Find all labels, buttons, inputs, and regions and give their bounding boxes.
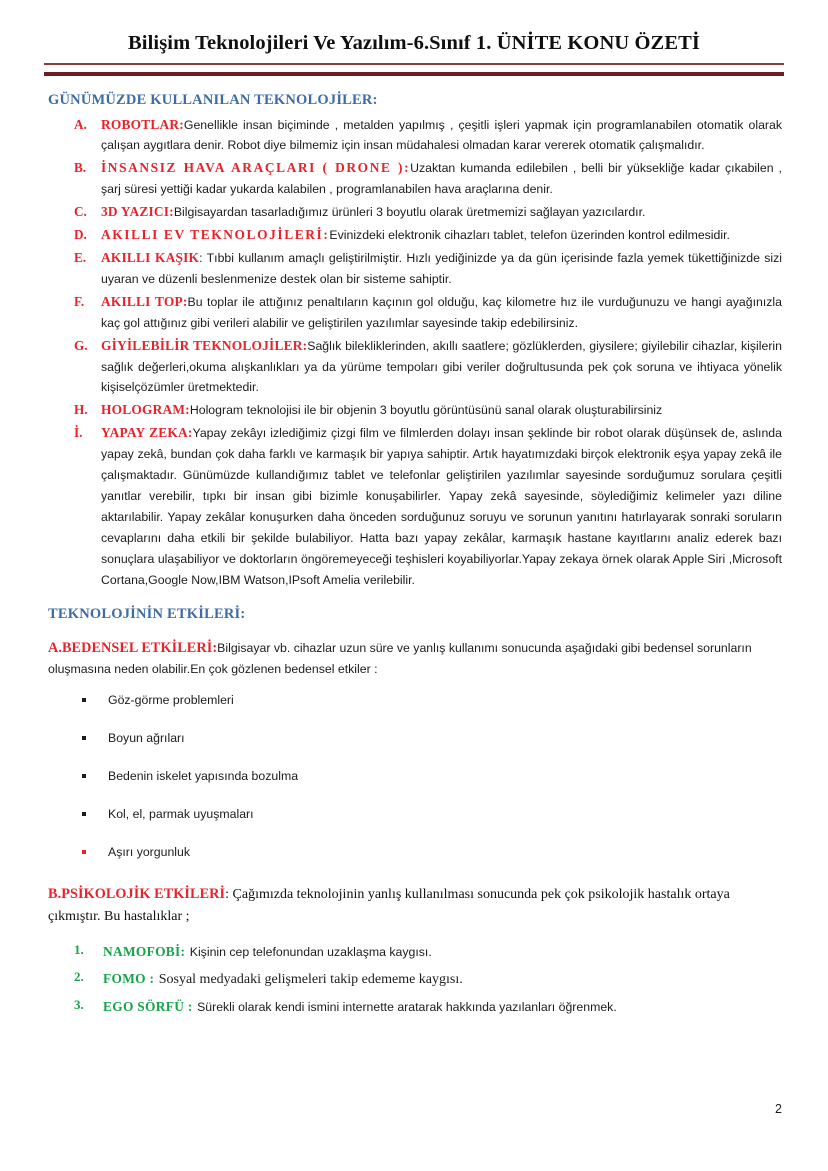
list-marker: A. xyxy=(74,116,87,132)
list-item xyxy=(48,807,782,823)
list-desc: Sosyal medyadaki gelişmeleri takip edememe kaygısı. xyxy=(158,972,463,988)
bullet-icon xyxy=(82,850,86,854)
list-term: İNSANSIZ HAVA ARAÇLARI ( DRONE ): xyxy=(101,160,411,176)
bullet-icon xyxy=(82,698,86,702)
list-marker: B. xyxy=(74,160,87,176)
list-marker: İ. xyxy=(74,425,83,441)
list-item xyxy=(48,157,782,200)
list-desc: Yapay zekâyı izlediğimiz çizgi film ve filmlerden dolayı insan şeklinde bir robot olarak düşünsek de, aslında yapay zekâ, bundan çok daha farklı ve karmaşık bir yapıya sahiptir. Artık hayatımızdaki birçok elektronik eşya yapay zekâ ile çalışmaktadır. Günümüzde kullandığımız tablet ve telefonlar geliştirilen yazılımlar sayesinde sorduğumuz sorulara çeşitli yanıtlar verebilir, tıpkı bir insan gibi bizimle konuşabilirler. Yapay zekâ sayesinde, söylediğimiz kelimeler yazı diline aktarılabilir. Yapay zekâlar konuşurken daha önceden sorduğunuz soruyu ve sorunun yanıtını hatırlayarak sonraki soruların cevaplarını daha etkili bir şekilde bulabiliyor. Hatta bazı yapay zekâlar, karmaşık hastane kayıtlarını analiz ederek bazı sonuçlara ulaşabiliyor ve doktorların öngöremeyeceği teşhisleri koyabiliyorlar.Yapay zekaya örnek olarak Apple Siri ,Microsoft Cortana,Google Now,IBM Watson,IPsoft Amelia verilebilir. xyxy=(101,426,782,587)
list-item xyxy=(48,967,782,992)
list-term: 3D YAZICI: xyxy=(101,204,174,220)
section-heading-effects: TEKNOLOJİNİN ETKİLERİ: xyxy=(48,605,246,622)
list-desc: Sürekli olarak kendi ismini internette aratarak hakkında yazılanları öğrenmek. xyxy=(197,1000,617,1015)
bullet-icon xyxy=(82,774,86,778)
list-term: EGO SÖRFÜ : xyxy=(103,999,193,1015)
list-desc: Bu toplar ile attığınız penaltıların kaçının gol olduğu, kaç kilometre hız ile vurduğunuzu ve hangi ayağınızla kaç gol attığınız gibi verileri alabilir ve geliştirilen yazılımlar sayesinde takip edebilirsiniz. xyxy=(101,294,782,330)
list-term: AKILLI TOP: xyxy=(101,293,188,309)
document-header xyxy=(0,0,828,76)
bodily-effects-desc: Bilgisayar vb. cihazlar uzun süre ve yanlış kullanımı sonucunda aşağıdaki gibi bedensel sorunların oluşmasına neden olabilir.En çok gözlenen bedensel etkiler : xyxy=(48,640,752,677)
bodily-effects-list xyxy=(48,693,782,861)
bodily-effects-block xyxy=(48,637,782,680)
list-desc: Kişinin cep telefonundan uzaklaşma kaygısı. xyxy=(189,944,432,959)
list-item xyxy=(48,201,782,223)
list-term: GİYİLEBİLİR TEKNOLOJİLER: xyxy=(101,337,308,353)
bullet-icon xyxy=(82,736,86,740)
list-item xyxy=(48,224,782,246)
list-term: ROBOTLAR: xyxy=(101,116,184,132)
list-desc: Sağlık bilekliklerinden, akıllı saatlere; gözlüklerden, giysilere; giyilebilir cihazlar, kişilerin sağlık değerleri,okuma alışkanlıkları ya da yürüme tempoları gibi veriler doğrultusunda pek çok soruna ve ihtiyaca yönelik kişiselçözümler üretmektedir. xyxy=(101,338,782,395)
list-term: AKILLI EV TEKNOLOJİLERİ: xyxy=(101,227,330,243)
psychological-effects-desc: : Çağımızda teknolojinin yanlış kullanılması sonucunda pek çok psikolojik hastalık ortaya çıkmıştır. Bu hastalıklar ; xyxy=(48,886,730,925)
list-item-label: Bedenin iskelet yapısında bozulma xyxy=(108,768,299,783)
list-desc: Evinizdeki elektronik cihazları tablet, telefon üzerinden kontrol edilmesidir. xyxy=(329,228,730,243)
bullet-icon xyxy=(82,812,86,816)
list-marker: 1. xyxy=(74,941,84,957)
list-marker: H. xyxy=(74,402,88,418)
list-item-label: Aşırı yorgunluk xyxy=(108,844,191,859)
list-item xyxy=(48,291,782,334)
list-item xyxy=(48,422,782,590)
list-marker: 2. xyxy=(74,969,84,985)
list-item-label: Boyun ağrıları xyxy=(108,730,185,745)
list-desc: Uzaktan kumanda edilebilen , belli bir yüksekliğe kadar çıkabilen , şarj süresi yettiği kadar yukarda kalabilen , programlanabilen hava araçlarına denir. xyxy=(101,161,782,197)
list-marker: G. xyxy=(74,337,88,353)
list-marker: F. xyxy=(74,293,85,309)
technologies-list xyxy=(48,114,782,591)
psychological-effects-block xyxy=(48,883,782,929)
list-item xyxy=(48,114,782,157)
list-marker: D. xyxy=(74,227,87,243)
list-term: YAPAY ZEKA: xyxy=(101,425,193,441)
list-item xyxy=(48,335,782,399)
list-desc: Bilgisayardan tasarladığımız ürünleri 3 boyutlu olarak üretmemizi sağlayan yazıcılardır. xyxy=(173,205,646,220)
list-term: HOLOGRAM: xyxy=(101,402,190,418)
list-desc: Hologram teknolojisi ile bir objenin 3 boyutlu görüntüsünü sanal olarak oluşturabilirsiniz xyxy=(189,403,663,418)
list-item xyxy=(48,769,782,785)
list-term: AKILLI KAŞIK xyxy=(101,250,200,265)
list-marker: 3. xyxy=(74,997,84,1013)
list-item xyxy=(48,731,782,747)
list-term: FOMO : xyxy=(103,971,155,987)
list-marker: E. xyxy=(74,250,87,265)
list-item xyxy=(48,247,782,290)
list-item xyxy=(48,995,782,1020)
page-number: 2 xyxy=(775,1102,782,1116)
list-item xyxy=(48,399,782,421)
title-divider xyxy=(44,63,784,76)
list-item xyxy=(48,693,782,709)
list-item-label: Kol, el, parmak uyuşmaları xyxy=(108,806,254,821)
list-item xyxy=(48,940,782,965)
list-desc: : Tıbbi kullanım amaçlı geliştirilmiştir. Hızlı yediğinizde ya da gün içerisinde fazla yemek tükettiğinizde sizi uyaran ve düzenli beslenmenize destek olan bir sisteme sahiptir. xyxy=(101,251,783,286)
bodily-effects-title: A.BEDENSEL ETKİLERİ: xyxy=(48,639,218,656)
section-heading-technologies: GÜNÜMÜZDE KULLANILAN TEKNOLOJİLER: xyxy=(48,91,378,108)
document-body xyxy=(0,92,828,1020)
list-item xyxy=(48,845,782,861)
psychological-effects-title: B.PSİKOLOJİK ETKİLERİ xyxy=(48,885,226,902)
list-desc: Genellikle insan biçiminde , metalden yapılmış , çeşitli işleri yapmak için programlanabilen otomatik olarak çalışan aygıtlara denir. Robot diye bilmemiz için insan müdahalesi olmadan karar vererek otomatik çalışmalıdır. xyxy=(101,117,782,153)
psychological-effects-list xyxy=(48,940,782,1020)
list-item-label: Göz-görme problemleri xyxy=(108,692,234,707)
page-title: Bilişim Teknolojileri Ve Yazılım-6.Sınıf 1. ÜNİTE KONU ÖZETİ xyxy=(128,32,700,54)
list-term: NAMOFOBİ: xyxy=(103,943,186,959)
list-marker: C. xyxy=(74,204,87,220)
